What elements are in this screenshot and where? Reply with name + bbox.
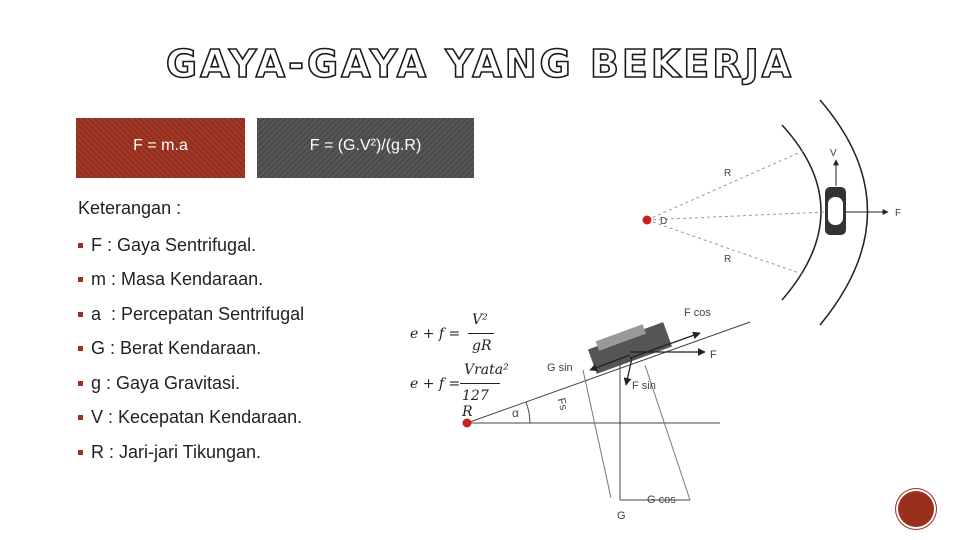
equation-2 <box>410 362 509 420</box>
equation-1-lhs: e + f = <box>410 326 461 342</box>
label-fs: Fs <box>554 396 570 412</box>
slide-corner-badge <box>898 491 934 527</box>
curve-top-view <box>643 100 902 325</box>
keterangan-heading: Keterangan : <box>78 198 182 218</box>
label-r-top: R <box>724 168 732 179</box>
equation-1-denominator: gR <box>472 338 492 354</box>
center-point-dot <box>643 216 652 225</box>
radius-line-bottom <box>647 220 805 275</box>
label-f-side: F <box>710 349 717 361</box>
label-d: D <box>660 216 668 227</box>
force-side-view <box>463 307 751 522</box>
formula-box-centrifugal-text: F = (G.V²)/(g.R) <box>309 137 422 154</box>
radius-line-top <box>647 150 805 220</box>
label-g-sin: G sin <box>547 362 573 374</box>
fs-line <box>583 370 611 498</box>
list-item-text: m : Masa Kendaraan. <box>91 269 264 290</box>
list-item-text: R : Jari-jari Tikungan. <box>91 441 262 462</box>
list-item-text: a : Percepatan Sentrifugal <box>91 303 305 324</box>
formula-box-force-text: F = m.a <box>133 137 188 154</box>
equation-1 <box>410 312 490 356</box>
equation-1-numerator: V² <box>472 312 488 328</box>
equation-2-denominator: 127 R <box>462 388 489 420</box>
equation-2-numerator: Vrata² <box>464 362 509 378</box>
label-f-top: F <box>895 208 902 219</box>
list-item-text: g : Gaya Gravitasi. <box>91 372 241 393</box>
label-g: G <box>617 510 626 522</box>
label-g-cos: G cos <box>647 494 676 506</box>
label-f-cos: F cos <box>684 307 711 319</box>
list-item-text: G : Berat Kendaraan. <box>91 338 262 359</box>
list-item-text: F : Gaya Sentrifugal. <box>91 234 257 255</box>
label-v: V <box>830 148 837 159</box>
label-r-bottom: R <box>724 254 732 265</box>
car-top-window <box>828 197 843 225</box>
page-title: GAYA-GAYA YANG BEKERJA <box>165 42 795 86</box>
alpha-arc <box>526 402 530 423</box>
list-item-text: V : Kecepatan Kendaraan. <box>91 407 303 428</box>
label-alpha: α <box>512 406 519 420</box>
radius-line-center <box>647 212 825 220</box>
equation-2-lhs: e + f = <box>410 376 461 392</box>
label-f-sin: F sin <box>632 380 656 392</box>
